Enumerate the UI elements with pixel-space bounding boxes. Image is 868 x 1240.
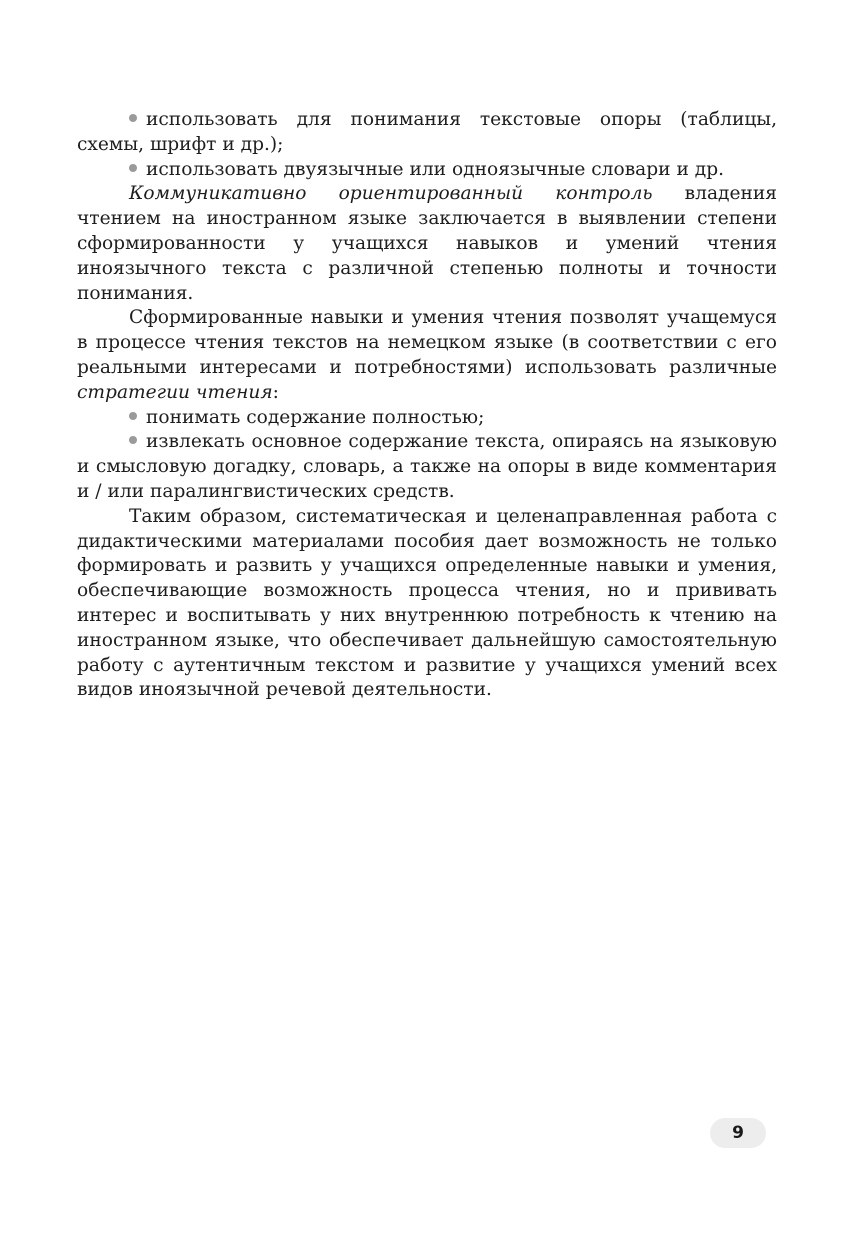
bullet-item [77,108,777,158]
paragraph [77,182,777,306]
body-text [77,108,777,703]
bullet-text: извлекать основное содержание текста, опираясь на языковую и смысловую догадку, словарь, а также на опоры в виде комментария и / или паралингвистических средств. [77,431,777,502]
paragraph-text: Таким образом, систематическая и целенаправленная работа с дидактическими материалами пособия дает возможность не только формировать и развить у учащихся определенные навыки и умения, обеспечивающие возможность процесса чтения, но и прививать интерес и воспитывать у них внутреннюю потребность к чтению на иностранном языке, что обеспечивает дальнейшую самостоятельную работу с аутентичным текстом и развитие у учащихся умений всех видов иноязычной речевой деятельности. [77,505,777,701]
bullet-text: использовать для понимания текстовые опоры (таблицы, схемы, шрифт и др.); [77,109,777,155]
bullet-icon [129,412,137,420]
bullet-icon [129,436,137,444]
bullet-item [77,406,777,431]
page-number-label: 9 [732,1123,744,1143]
paragraph-text: : [272,381,279,403]
paragraph-text: владения чтением на иностранном языке заключается в выявлении степени сформированности у учащихся навыков и умений чтения иноязычного текста с различной степенью полноты и точности понимания. [77,183,777,304]
italic-term: стратегии чтения [77,381,273,403]
bullet-icon [129,114,137,122]
bullet-icon [129,164,137,172]
bullet-item [77,430,777,504]
bullet-item [77,158,777,183]
page-number [710,1118,766,1148]
paragraph [77,505,777,703]
paragraph-text: Сформированные навыки и умения чтения позволят учащемуся в процессе чтения текстов на немецком языке (в соответствии с его реальными интересами и потребностями) использовать различные [77,307,777,378]
bullet-text: использовать двуязычные или одноязычные словари и др. [146,158,725,180]
paragraph [77,306,777,405]
bullet-text: понимать содержание полностью; [146,406,485,428]
italic-term: Коммуникативно ориентированный контроль [129,183,653,205]
